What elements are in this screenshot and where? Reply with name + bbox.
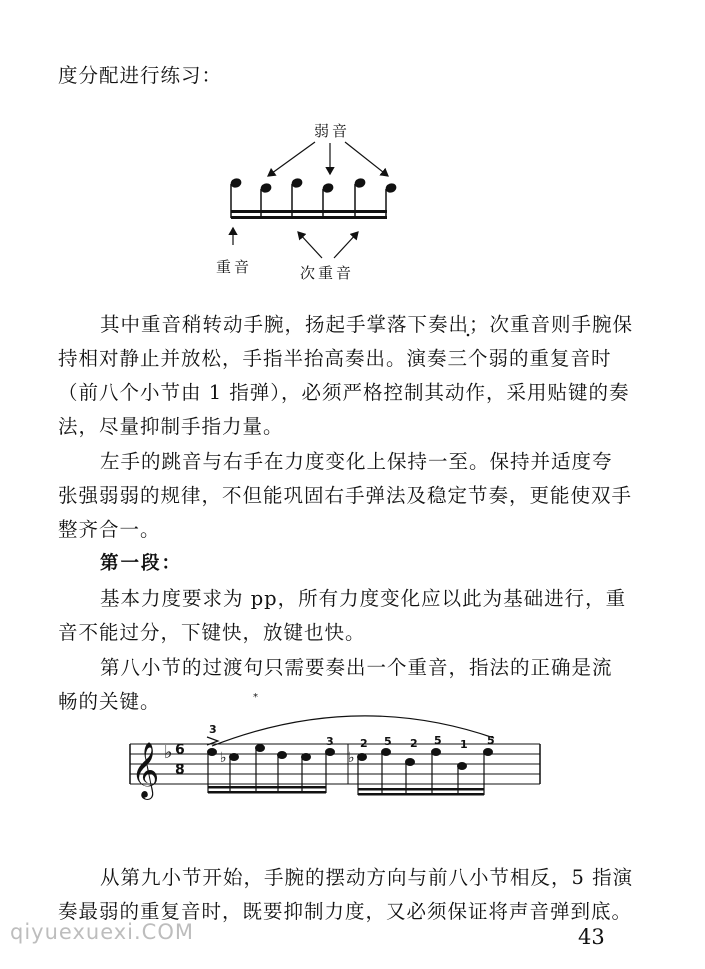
paragraph-1-line-2: 持相对静止并放松，手指半抬高奏出。演奏三个弱的重复音时 <box>58 347 612 370</box>
secondary-accent-label: 次重音 <box>300 264 355 282</box>
svg-text:*: * <box>253 692 258 703</box>
paragraph-2-line-3: 整齐合一。 <box>58 518 161 541</box>
paragraph-4-line-2: 畅的关键。 <box>58 690 161 713</box>
page-number: 43 <box>578 925 605 949</box>
paragraph-2-line-1: 左手的跳音与右手在力度变化上保持一至。保持并适度夸 <box>100 450 613 473</box>
svg-text:♭: ♭ <box>348 750 355 766</box>
watermark: qiyuexuexi.COM <box>10 920 194 944</box>
fingering-2: 3 <box>326 735 334 748</box>
fingering-3: 2 <box>360 737 368 750</box>
paragraph-1-line-4: 法，尽量抑制手指力量。 <box>58 415 284 438</box>
fingering-1: 3 <box>209 723 217 736</box>
time-signature-bottom: 8 <box>175 762 186 778</box>
accent-label: 重音 <box>216 258 253 276</box>
svg-text:♭: ♭ <box>220 750 227 766</box>
fingering-6: 5 <box>434 734 442 747</box>
svg-text:♭: ♭ <box>164 742 173 763</box>
fingering-5: 2 <box>410 737 418 750</box>
paragraph-5-line-1: 从第九小节开始，手腕的摆动方向与前八小节相反，5 指演 <box>100 866 634 889</box>
paragraph-3-line-1: 基本力度要求为 pp，所有力度变化应以此为基础进行，重 <box>100 587 627 610</box>
paragraph-5-line-2: 奏最弱的重复音时，既要抑制力度，又必须保证将声音弹到底。 <box>58 900 633 923</box>
paragraph-2-line-2: 张强弱弱的规律，不但能巩固右手弹法及稳定节奏，更能使双手 <box>58 484 633 507</box>
paragraph-4-line-1: 第八小节的过渡句只需要奏出一个重音，指法的正确是流 <box>100 656 613 679</box>
fingering-4: 5 <box>384 735 392 748</box>
paragraph-1-line-1: 其中重音稍转动手腕，扬起手掌落下奏出；次重音则手腕保 <box>100 313 634 336</box>
fingering-8: 5 <box>487 734 495 747</box>
paragraph-3-line-2: 音不能过分，下键快，放键也快。 <box>58 621 366 644</box>
svg-text:𝄞: 𝄞 <box>131 742 160 798</box>
section-heading: 第一段： <box>100 553 183 574</box>
weak-label: 弱音 <box>314 122 351 140</box>
fingering-7: 1 <box>460 738 468 751</box>
paragraph-1-line-3: （前八个小节由 1 指弹），必须严格控制其动作，采用贴键的奏 <box>58 381 630 404</box>
header-line: 度分配进行练习： <box>58 64 223 87</box>
time-signature-top: 6 <box>175 742 186 758</box>
